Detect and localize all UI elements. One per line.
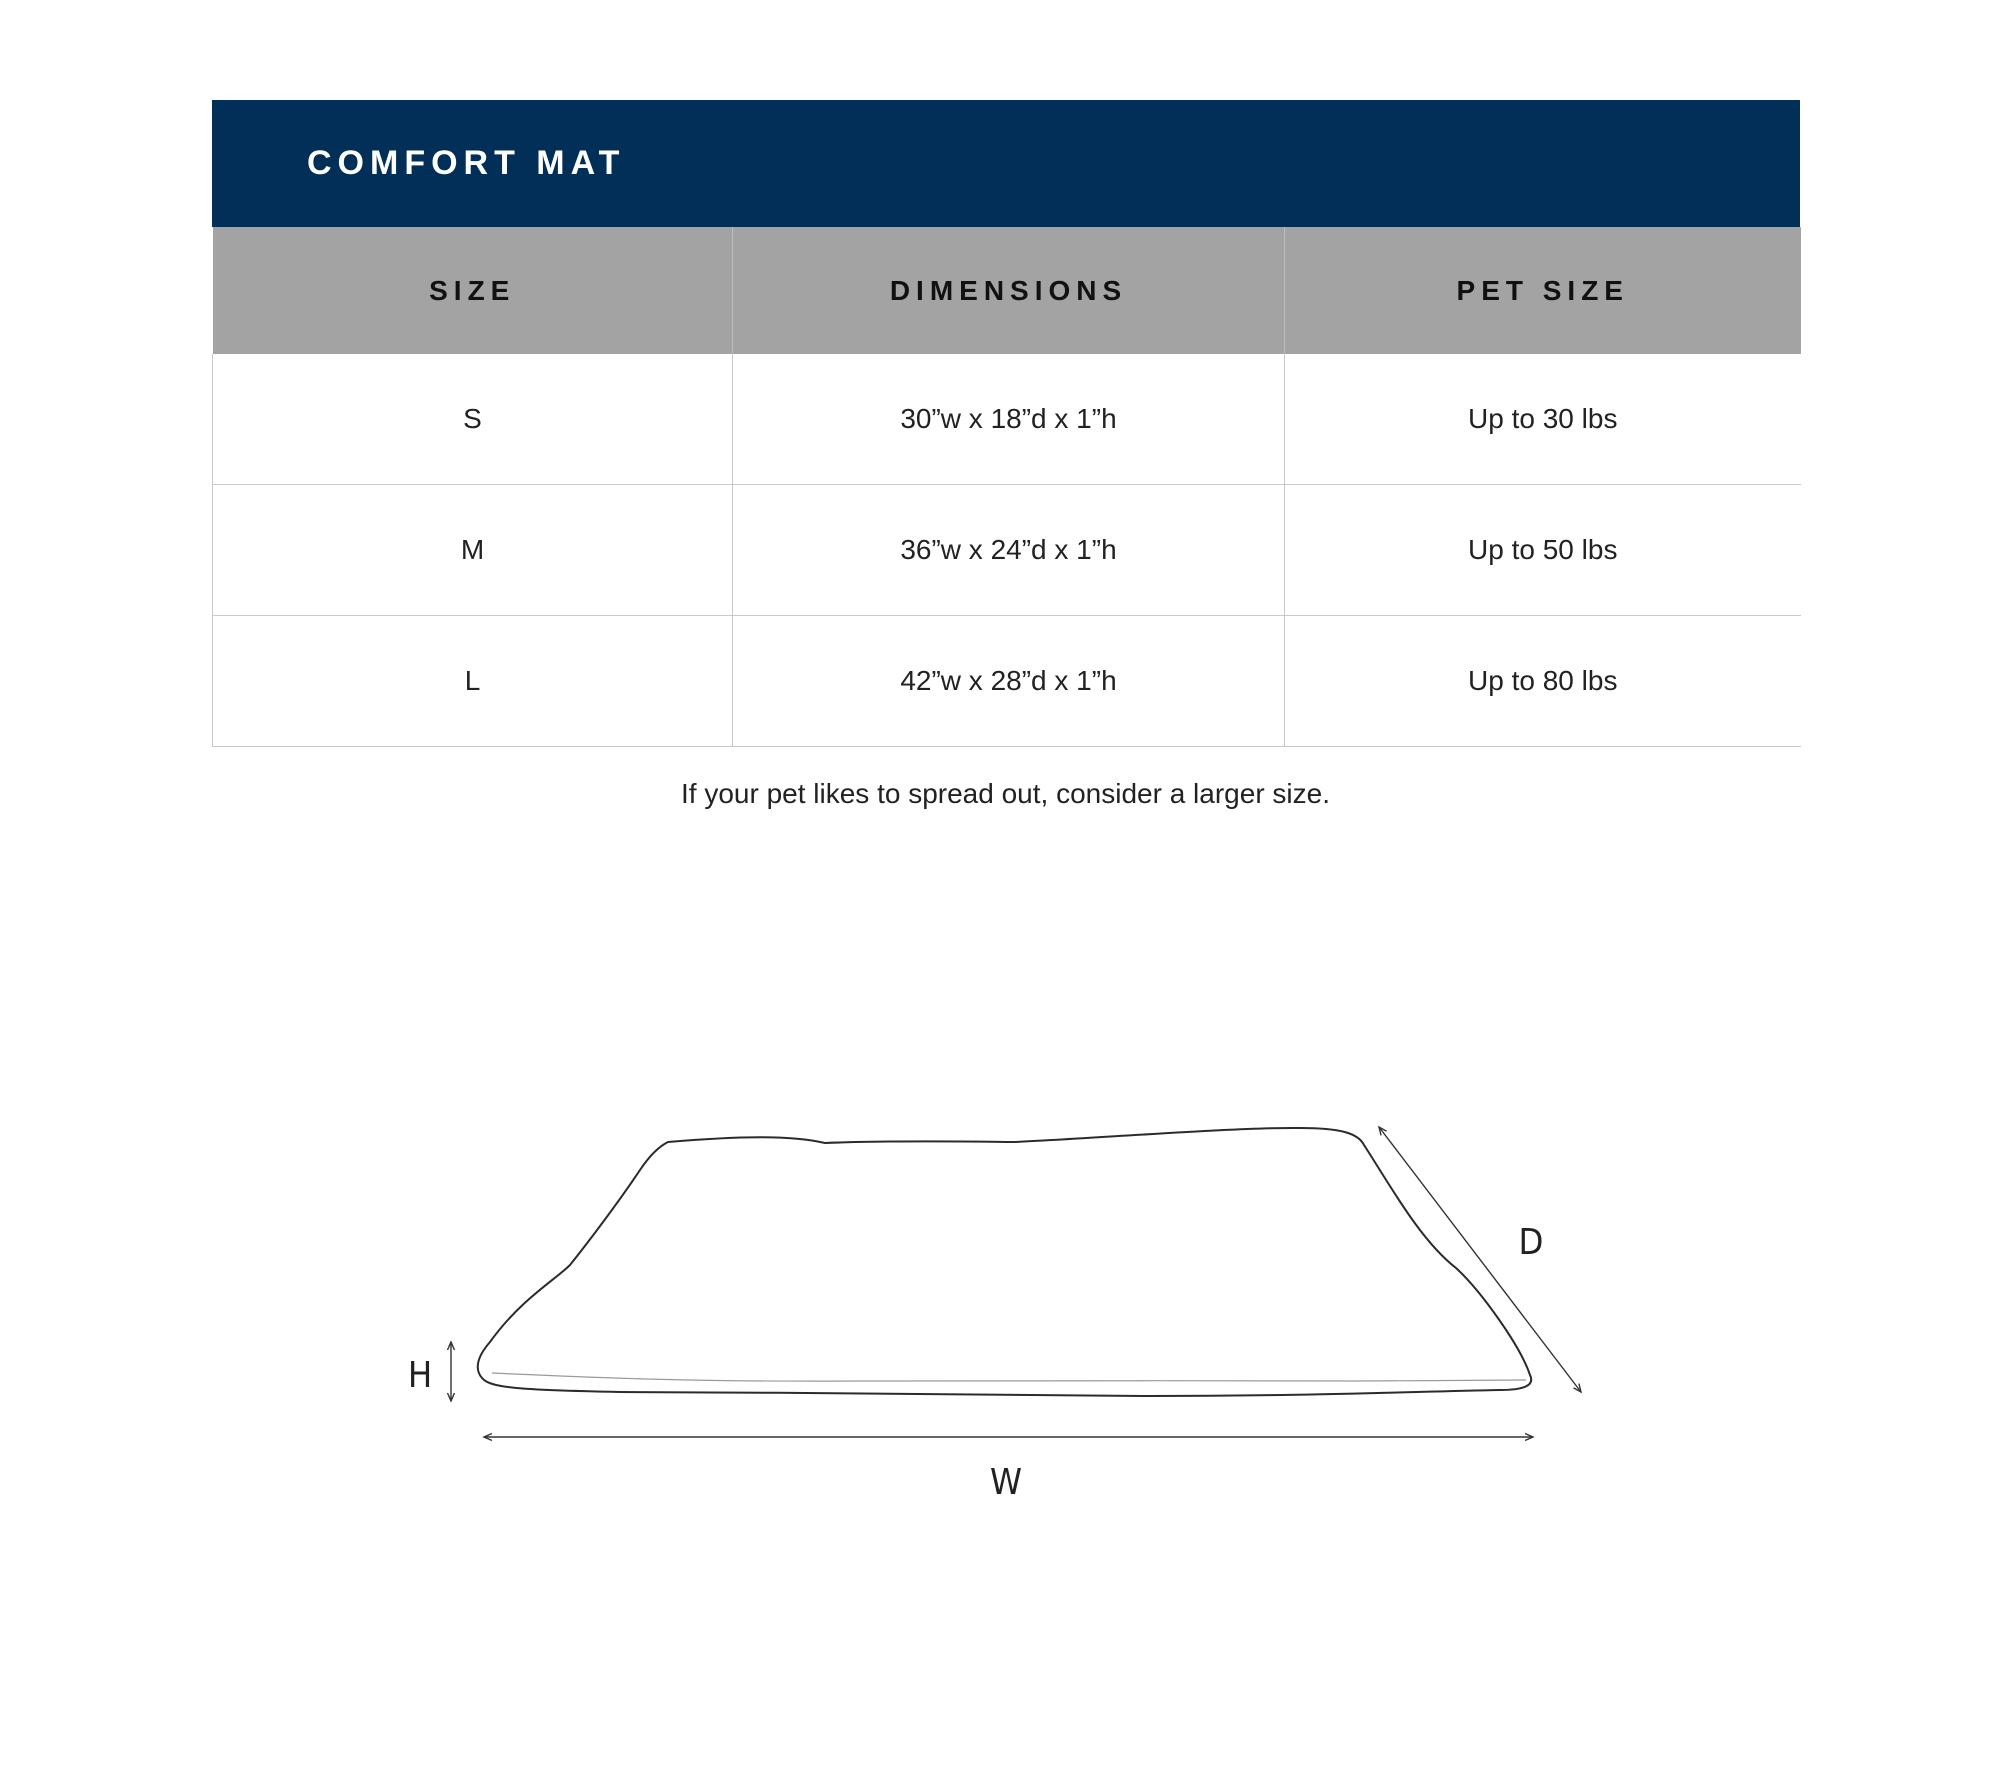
depth-label: D bbox=[1518, 1222, 1544, 1263]
chart-title: COMFORT MAT bbox=[307, 144, 626, 182]
size-cell: S bbox=[213, 354, 733, 485]
column-header-pet-size: PET SIZE bbox=[1285, 227, 1801, 354]
dimensions-cell: 30”w x 18”d x 1”h bbox=[733, 354, 1285, 485]
dimensions-cell: 36”w x 24”d x 1”h bbox=[733, 485, 1285, 616]
mat-outline bbox=[478, 1128, 1531, 1396]
size-note: If your pet likes to spread out, consider a larger size. bbox=[681, 778, 1330, 809]
pet-size-cell: Up to 30 lbs bbox=[1285, 354, 1801, 485]
pet-size-cell: Up to 50 lbs bbox=[1285, 485, 1801, 616]
column-header-dimensions: DIMENSIONS bbox=[733, 227, 1285, 354]
column-header-size: SIZE bbox=[429, 274, 516, 306]
size-cell: M bbox=[213, 485, 733, 616]
depth-arrow bbox=[1379, 1127, 1581, 1392]
pet-size-cell: Up to 80 lbs bbox=[1285, 616, 1801, 747]
dimensions-cell: 42”w x 28”d x 1”h bbox=[733, 616, 1285, 747]
width-label: W bbox=[989, 1462, 1023, 1503]
height-label: H bbox=[407, 1355, 433, 1396]
mat-seam bbox=[492, 1373, 1526, 1381]
size-cell: L bbox=[213, 616, 733, 747]
